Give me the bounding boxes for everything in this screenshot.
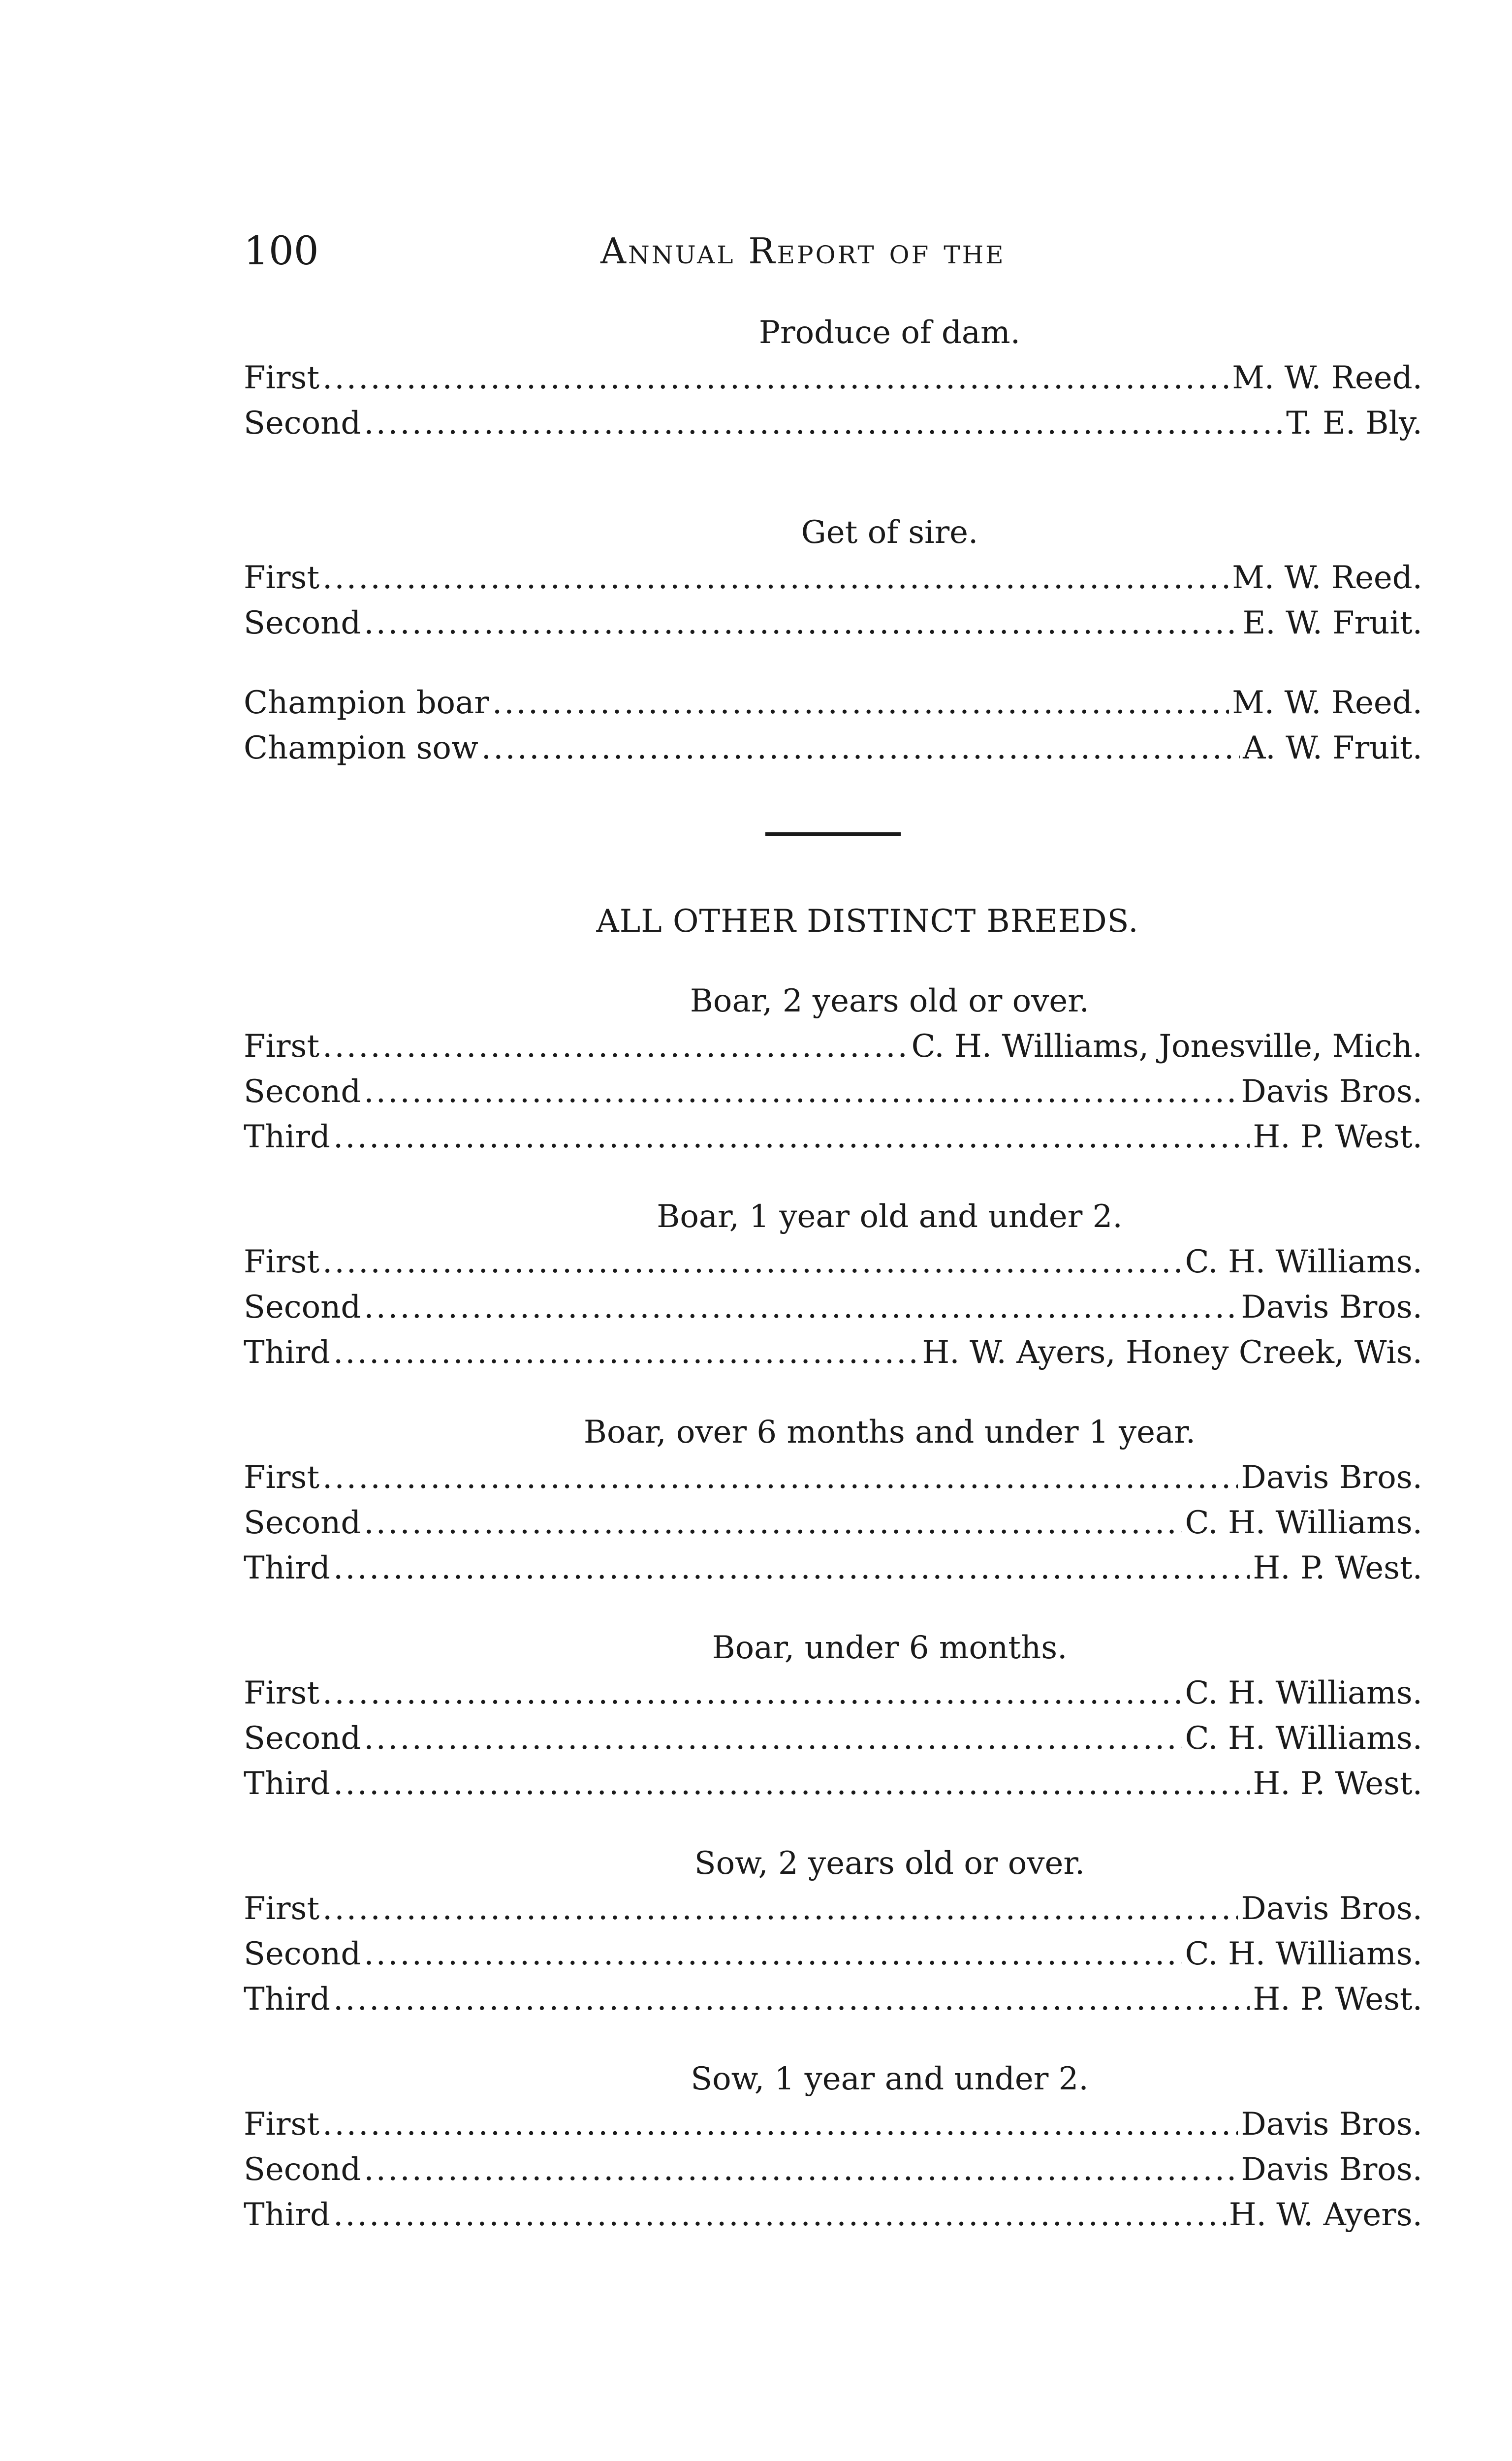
award-row — [244, 1069, 1422, 1114]
award-winner: Davis Bros. — [1241, 2151, 1422, 2188]
award-place: First — [244, 360, 320, 396]
award-row — [244, 1330, 1422, 1375]
section-title: Produce of dam. — [758, 315, 1021, 351]
dot-leader — [364, 1716, 1182, 1761]
section-class — [244, 1625, 1422, 1806]
dot-leader — [333, 1761, 1250, 1806]
award-place: Third — [244, 1766, 330, 1802]
dot-leader — [322, 555, 1229, 600]
dot-leader — [333, 2192, 1226, 2238]
page-header — [244, 224, 1425, 278]
award-place: Champion boar — [244, 685, 489, 721]
section-title: Boar, over 6 months and under 1 year. — [583, 1414, 1196, 1451]
award-place: Second — [244, 1936, 361, 1972]
award-place: First — [244, 1244, 320, 1280]
award-row — [244, 1285, 1422, 1330]
award-place: First — [244, 1028, 320, 1065]
award-row — [244, 2192, 1422, 2238]
breed-heading: ALL OTHER DISTINCT BREEDS. — [596, 903, 1139, 940]
award-winner: M. W. Reed. — [1232, 560, 1422, 596]
award-winner: C. H. Williams. — [1185, 1244, 1422, 1280]
award-winner: H. P. West. — [1253, 1550, 1422, 1586]
award-place: First — [244, 560, 320, 596]
dot-leader — [364, 1069, 1238, 1114]
award-place: Third — [244, 1981, 330, 2018]
award-place: Champion sow — [244, 730, 478, 766]
section-class — [244, 2056, 1422, 2238]
dot-leader — [364, 1285, 1238, 1330]
award-place: Second — [244, 1505, 361, 1541]
award-row — [244, 1546, 1422, 1591]
section-title: Sow, 2 years old or over. — [694, 1845, 1085, 1882]
dot-leader — [364, 2147, 1238, 2192]
award-row — [244, 600, 1422, 646]
page-number: 100 — [244, 228, 319, 274]
section-champions — [244, 680, 1422, 771]
award-row — [244, 1500, 1422, 1546]
dot-leader — [322, 1455, 1238, 1500]
award-row — [244, 726, 1422, 771]
award-place: Second — [244, 1720, 361, 1757]
award-place: Second — [244, 1073, 361, 1110]
award-row — [244, 2102, 1422, 2147]
award-row — [244, 1761, 1422, 1806]
section-class — [244, 1841, 1422, 2022]
award-winner: C. H. Williams. — [1185, 1675, 1422, 1711]
dot-leader — [481, 726, 1240, 771]
award-place: Second — [244, 605, 361, 641]
section-title: Boar, 2 years old or over. — [690, 983, 1090, 1019]
dot-leader — [333, 1330, 919, 1375]
award-row — [244, 355, 1422, 401]
dot-leader — [322, 1671, 1182, 1716]
award-row — [244, 1455, 1422, 1500]
award-place: Second — [244, 2151, 361, 2188]
award-place: Third — [244, 1119, 330, 1155]
page-content — [244, 310, 1422, 2238]
section-produce-of-dam — [244, 310, 1422, 446]
award-winner: Davis Bros. — [1241, 2106, 1422, 2143]
award-row — [244, 2147, 1422, 2192]
section-class — [244, 1410, 1422, 1591]
award-place: Third — [244, 2197, 330, 2233]
dot-leader — [322, 355, 1229, 401]
section-class — [244, 978, 1422, 1160]
award-winner: C. H. Williams. — [1185, 1936, 1422, 1972]
award-row — [244, 680, 1422, 726]
award-winner: H. P. West. — [1253, 1766, 1422, 1802]
award-winner: A. W. Fruit. — [1243, 730, 1422, 766]
award-winner: E. W. Fruit. — [1242, 605, 1422, 641]
award-place: First — [244, 1459, 320, 1496]
dot-leader — [322, 1239, 1182, 1285]
award-row — [244, 1931, 1422, 1977]
award-winner: Davis Bros. — [1241, 1073, 1422, 1110]
dot-leader — [333, 1977, 1250, 2022]
award-place: Third — [244, 1334, 330, 1371]
award-winner: C. H. Williams. — [1185, 1505, 1422, 1541]
section-title: Sow, 1 year and under 2. — [691, 2061, 1089, 2097]
award-winner: M. W. Reed. — [1232, 360, 1422, 396]
award-place: First — [244, 1891, 320, 1927]
dot-leader — [364, 401, 1283, 446]
dot-leader — [333, 1546, 1250, 1591]
dot-leader — [364, 1500, 1182, 1546]
award-row — [244, 1716, 1422, 1761]
award-place: Second — [244, 1289, 361, 1325]
award-row — [244, 1977, 1422, 2022]
award-winner: H. P. West. — [1253, 1981, 1422, 2018]
award-row — [244, 1114, 1422, 1160]
award-winner: M. W. Reed. — [1232, 685, 1422, 721]
running-title: Annual Report of the — [600, 230, 1006, 272]
dot-leader — [364, 1931, 1182, 1977]
dot-leader — [492, 680, 1229, 726]
award-place: First — [244, 1675, 320, 1711]
award-winner: H. W. Ayers. — [1228, 2197, 1422, 2233]
award-row — [244, 1886, 1422, 1931]
award-row — [244, 555, 1422, 600]
dot-leader — [322, 2102, 1238, 2147]
award-winner: Davis Bros. — [1241, 1459, 1422, 1496]
award-winner: Davis Bros. — [1241, 1289, 1422, 1325]
award-row — [244, 1239, 1422, 1285]
section-title: Boar, 1 year old and under 2. — [657, 1199, 1123, 1235]
award-row — [244, 1024, 1422, 1069]
award-winner: H. P. West. — [1253, 1119, 1422, 1155]
section-divider — [244, 818, 1422, 852]
award-winner: H. W. Ayers, Honey Creek, Wis. — [922, 1334, 1422, 1371]
dot-leader — [322, 1024, 909, 1069]
dot-leader — [364, 600, 1239, 646]
section-class — [244, 1194, 1422, 1375]
section-get-of-sire — [244, 510, 1422, 646]
award-place: First — [244, 2106, 320, 2143]
award-place: Second — [244, 405, 361, 442]
award-winner: C. H. Williams. — [1185, 1720, 1422, 1757]
award-row — [244, 1671, 1422, 1716]
award-winner: T. E. Bly. — [1286, 405, 1422, 442]
dot-leader — [333, 1114, 1250, 1160]
section-title: Get of sire. — [801, 514, 978, 551]
award-row — [244, 401, 1422, 446]
dot-leader — [322, 1886, 1238, 1931]
section-title: Boar, under 6 months. — [712, 1630, 1068, 1666]
award-place: Third — [244, 1550, 330, 1586]
award-winner: Davis Bros. — [1241, 1891, 1422, 1927]
award-winner: C. H. Williams, Jonesville, Mich. — [911, 1028, 1422, 1065]
